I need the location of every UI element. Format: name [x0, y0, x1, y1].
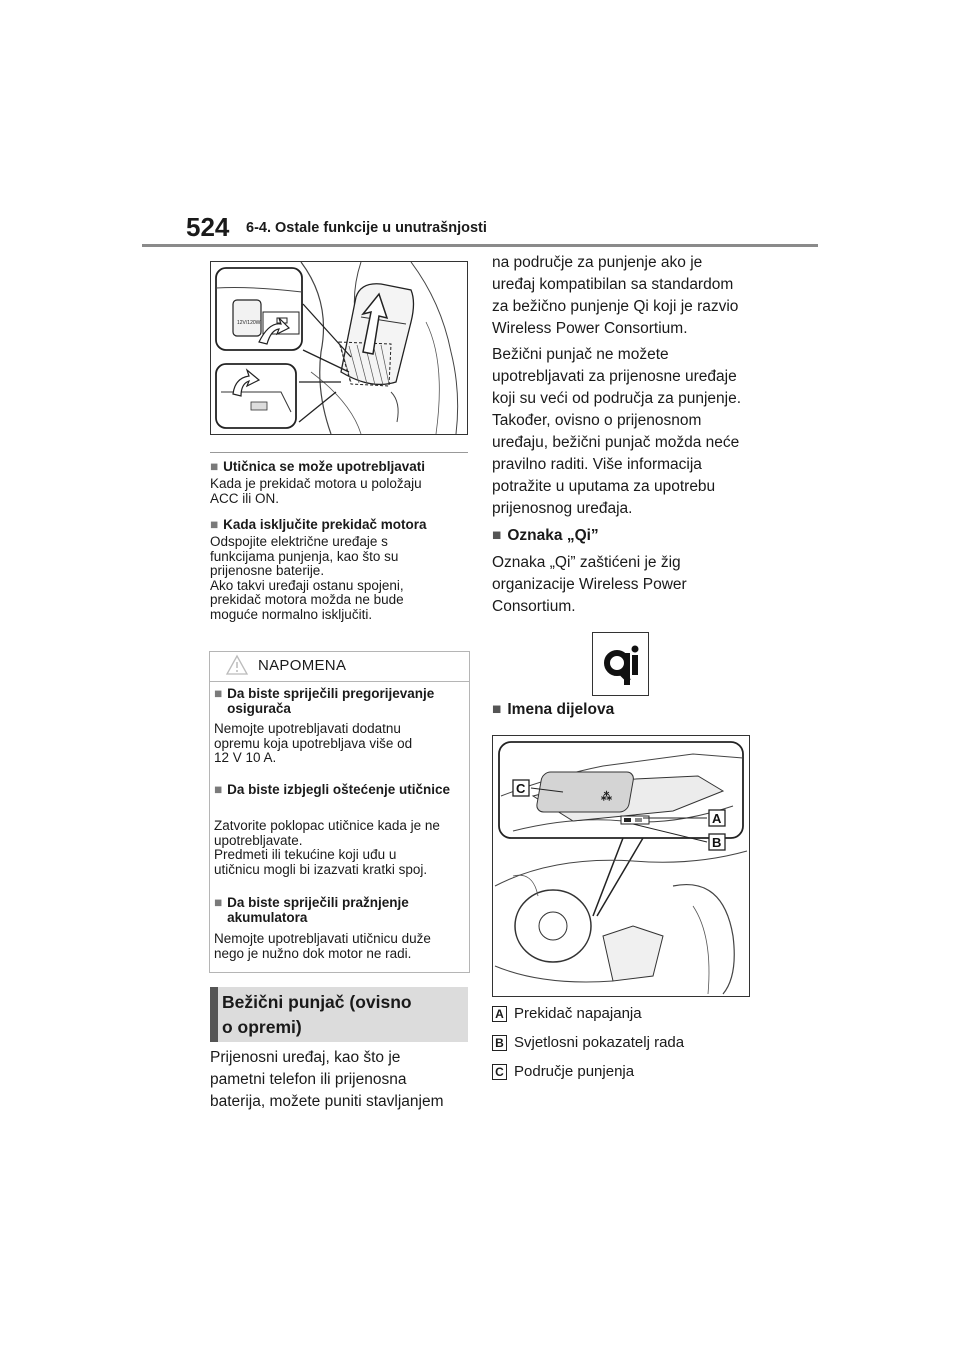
callout-c: C	[516, 781, 526, 796]
legend-key: C	[492, 1064, 507, 1080]
bullet-square-icon: ■	[210, 459, 219, 474]
parts-heading: ■ Imena dijelova	[492, 701, 615, 718]
section-heading-engine-off: ■ Kada isključite prekidač motora	[210, 517, 427, 532]
legend-key: A	[492, 1006, 507, 1022]
legend-label: Svjetlosni pokazatelj rada	[514, 1034, 685, 1051]
notice-item-text-battery: Nemojte upotrebljavati utičnicu duže nego je nužno dok motor ne radi.	[214, 931, 431, 961]
legend-label: Područje punjenja	[514, 1063, 635, 1080]
notice-item-heading-fuse: ■ Da biste spriječili pregorijevanje osigurača	[214, 686, 435, 716]
legend-key: B	[492, 1035, 507, 1051]
section-divider	[210, 452, 468, 453]
section-title: 6-4. Ostale funkcije u unutrašnjosti	[246, 220, 487, 236]
warning-triangle-icon	[225, 654, 249, 681]
wireless-charger-intro-continued: na područje za punjenje ako je uređaj kompatibilan sa standardom za bežično punjenje Qi koji je razvio Wireless Power Consortium.	[492, 254, 739, 337]
power-socket-illustration	[210, 261, 468, 435]
wireless-charger-illustration	[492, 735, 750, 997]
callout-a: A	[712, 811, 722, 826]
svg-text:⁂: ⁂	[601, 791, 612, 803]
wireless-charger-limitation: Bežični punjač ne možete upotrebljavati za prijenosne uređaje koji su veći od područja za punjenje. Također, ovisno o prijenosnom uređaju, bežični punjač možda neće pravilno raditi. Više informacija potražite u uputama za upotrebu prijenosnog uređaja.	[492, 346, 742, 517]
notice-item-text-fuse: Nemojte upotrebljavati dodatnu opremu koja upotrebljava više od 12 V 10 A.	[214, 721, 413, 765]
topic-title: Bežični punjač (ovisno o opremi)	[222, 992, 412, 1037]
bullet-square-icon: ■	[214, 895, 223, 910]
wireless-charger-intro: Prijenosni uređaj, kao što je pametni telefon ili prijenosna baterija, možete puniti stavljanjem	[210, 1049, 444, 1110]
bullet-square-icon: ■	[214, 782, 223, 797]
bullet-square-icon: ■	[214, 686, 223, 701]
callout-b: B	[712, 835, 722, 850]
bullet-square-icon: ■	[492, 701, 502, 718]
qi-text: Oznaka „Qi” zaštićeni je žig organizacije Wireless Power Consortium.	[492, 554, 687, 615]
bullet-square-icon: ■	[210, 517, 219, 532]
legend-row-c	[492, 1063, 634, 1080]
notice-title: NAPOMENA	[258, 657, 347, 674]
notice-item-heading-battery: ■ Da biste spriječili pražnjenje akumulatora	[214, 895, 409, 925]
notice-divider	[209, 681, 469, 682]
notice-item-text-socket: Zatvorite poklopac utičnice kada je ne upotrebljavate. Predmeti ili tekućine koji uđu u utičnicu mogli bi izazvati kratki spoj.	[214, 818, 440, 877]
legend-row-a	[492, 1005, 642, 1022]
page-number: 524	[186, 212, 230, 242]
section-text-socket-use: Kada je prekidač motora u položaju ACC ili ON.	[210, 476, 422, 506]
notice-item-heading-socket: ■ Da biste izbjegli oštećenje utičnice	[214, 782, 450, 797]
legend-label: Prekidač napajanja	[514, 1005, 642, 1022]
header-divider	[142, 244, 818, 247]
topic-title-bar	[210, 987, 218, 1042]
socket-label: 12V/120W	[237, 320, 261, 326]
qi-logo-icon	[592, 632, 649, 696]
bullet-square-icon: ■	[492, 527, 502, 544]
section-text-engine-off: Odspojite električne uređaje s funkcijama punjenja, kao što su prijenosne baterije. Ako takvi uređaji ostanu spojeni, prekidač motora možda ne bude moguće normalno isključiti.	[210, 534, 404, 622]
section-heading-socket-use: ■ Utičnica se može upotrebljavati	[210, 459, 425, 474]
legend-row-b	[492, 1034, 684, 1051]
qi-heading: ■ Oznaka „Qi”	[492, 527, 599, 544]
